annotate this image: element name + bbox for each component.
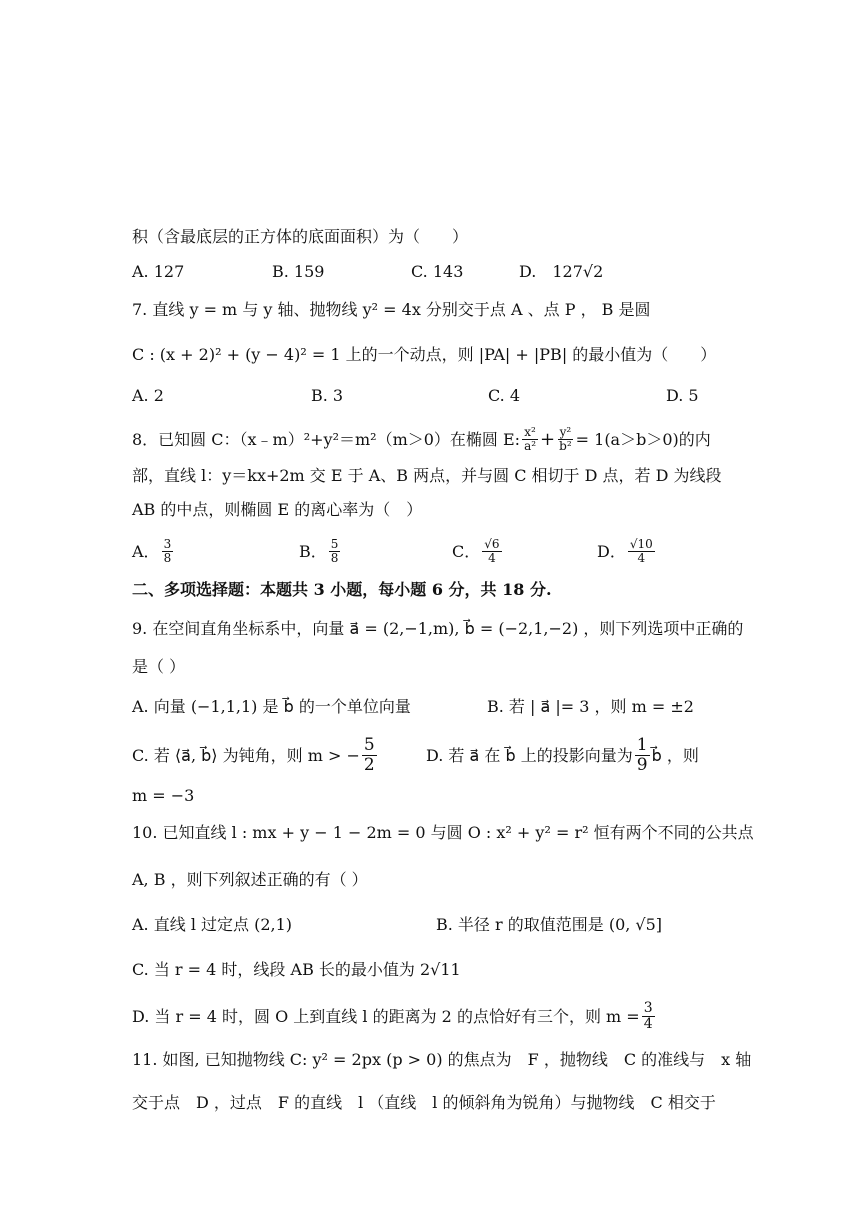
q8-fraction-x-num: x² — [524, 425, 536, 439]
q10-option-d-den: 4 — [643, 1016, 653, 1032]
q7-option-b: B. 3 — [311, 386, 344, 405]
q10-stem-line2: A, B ，则下列叙述正确的有（ ） — [132, 870, 368, 889]
q7-option-c: C. 4 — [488, 386, 521, 405]
q9-option-d-text-a: D. 若 a⃗ 在 b⃗ 上的投影向量为 — [426, 745, 633, 765]
q9-option-d-den: 9 — [636, 755, 648, 775]
q9-option-c-den: 2 — [363, 755, 375, 775]
q8-option-d-num: √10 — [629, 537, 653, 551]
q6-option-a: A. 127 — [132, 262, 185, 281]
q10-option-a: A. 直线 l 过定点 (2,1) — [132, 915, 293, 934]
q8-option-d-label: D． — [597, 541, 626, 561]
section-heading-multiple-choice: 二、多项选择题：本题共 3 小题，每小题 6 分，共 18 分. — [132, 580, 552, 599]
q6-option-c: C. 143 — [411, 262, 464, 281]
q9-option-c-text: C. 若 ⟨a⃗, b⃗⟩ 为钝角，则 m > − — [132, 745, 360, 765]
q8-option-a-fraction — [162, 538, 174, 565]
q8-stem-line1 — [132, 426, 711, 453]
q8-option-d-den: 4 — [637, 551, 646, 565]
q9-stem-line2: 是（ ） — [132, 657, 186, 676]
q6-option-b: B. 159 — [272, 262, 325, 281]
q9-option-a: A. 向量 (−1,1,1) 是 b⃗ 的一个单位向量 — [132, 697, 411, 716]
q8-option-a-den: 8 — [163, 551, 172, 565]
q8-option-d-fraction — [628, 538, 655, 565]
q6-stem-tail: 积（含最底层的正方体的底面面积）为（ ） — [132, 227, 469, 246]
q11-stem-line1: 11. 如图, 已知抛物线 C: y² = 2px (p > 0) 的焦点为 F ，抛物线 C 的准线与 x 轴 — [132, 1050, 752, 1069]
q7-option-d: D. 5 — [666, 386, 699, 405]
q8-option-b-den: 8 — [330, 551, 339, 565]
q8-option-b-label: B． — [299, 541, 327, 561]
q10-option-d — [132, 1001, 657, 1032]
q7-stem-line1: 7. 直线 y = m 与 y 轴、抛物线 y² = 4x 分别交于点 A 、点 P ， B 是圆 — [132, 300, 651, 319]
q8-option-c-num: √6 — [484, 537, 500, 551]
q8-option-d — [597, 538, 657, 565]
q9-option-b: B. 若 | a⃗ |= 3 ，则 m = ±2 — [487, 697, 694, 716]
q9-option-d-num: 1 — [636, 735, 648, 755]
q8-option-b — [299, 538, 342, 565]
q8-option-c — [452, 538, 504, 565]
q8-option-a-num: 3 — [163, 537, 172, 551]
q9-option-c-num: 5 — [363, 735, 375, 755]
q7-option-a: A. 2 — [132, 386, 164, 405]
q10-option-c: C. 当 r = 4 时，线段 AB 长的最小值为 2√11 — [132, 960, 461, 979]
q8-option-a — [132, 538, 175, 565]
q6-option-d: D. 127√2 — [519, 262, 604, 281]
q8-fraction-y — [557, 426, 574, 453]
q8-option-c-label: C． — [452, 541, 481, 561]
q8-fraction-y-num: y² — [559, 425, 572, 439]
q8-option-a-label: A． — [132, 541, 160, 561]
q11-stem-line2: 交于点 D ，过点 F 的直线 l （直线 l 的倾斜角为锐角）与抛物线 C 相交于 — [132, 1093, 716, 1112]
q10-stem-line1: 10. 已知直线 l : mx + y − 1 − 2m = 0 与圆 O : x² + y² = r² 恒有两个不同的公共点 — [132, 823, 754, 842]
q9-option-c — [132, 736, 379, 775]
q10-option-b: B. 半径 r 的取值范围是 (0, √5] — [436, 915, 663, 934]
q8-fraction-x — [522, 426, 538, 453]
q8-stem-line2: 部，直线 l：y＝kx+2m 交 E 于 A、B 两点，并与圆 C 相切于 D 点，若 D 为线段 — [132, 466, 722, 485]
q7-stem-line2: C : (x + 2)² + (y − 4)² = 1 上的一个动点，则 |PA| + |PB| 的最小值为（ ） — [132, 345, 717, 364]
q8-stem-b: = 1(a＞b＞0)的内 — [575, 429, 711, 449]
q8-option-b-fraction — [329, 538, 341, 565]
q8-fraction-y-den: b² — [559, 439, 572, 453]
q9-stem-line1: 9. 在空间直角坐标系中，向量 a⃗ = (2,−1,m), b⃗ = (−2,1,−2) ，则下列选项中正确的 — [132, 619, 744, 638]
q9-option-d — [426, 736, 699, 775]
q8-option-b-num: 5 — [330, 537, 339, 551]
q8-stem-line3: AB 的中点，则椭圆 E 的离心率为（ ） — [132, 500, 423, 519]
q9-option-d-fraction — [635, 736, 650, 775]
q8-option-c-fraction — [482, 538, 501, 565]
q8-fraction-x-den: a² — [524, 439, 537, 453]
q8-plus-sign: + — [540, 428, 556, 450]
q8-option-c-den: 4 — [488, 551, 496, 565]
q9-option-d-text-b: b⃗ ，则 — [651, 745, 699, 765]
q10-option-d-num: 3 — [643, 1000, 653, 1016]
q9-option-d-line2: m = −3 — [132, 786, 195, 805]
q9-option-c-fraction — [362, 736, 377, 775]
q10-option-d-fraction — [642, 1001, 655, 1032]
q8-stem-a: 8．已知圆 C：（x﹣m）²+y²＝m²（m＞0）在椭圆 E: — [132, 429, 521, 449]
q10-option-d-text: D. 当 r = 4 时，圆 O 上到直线 l 的距离为 2 的点恰好有三个，则 m = — [132, 1006, 640, 1026]
